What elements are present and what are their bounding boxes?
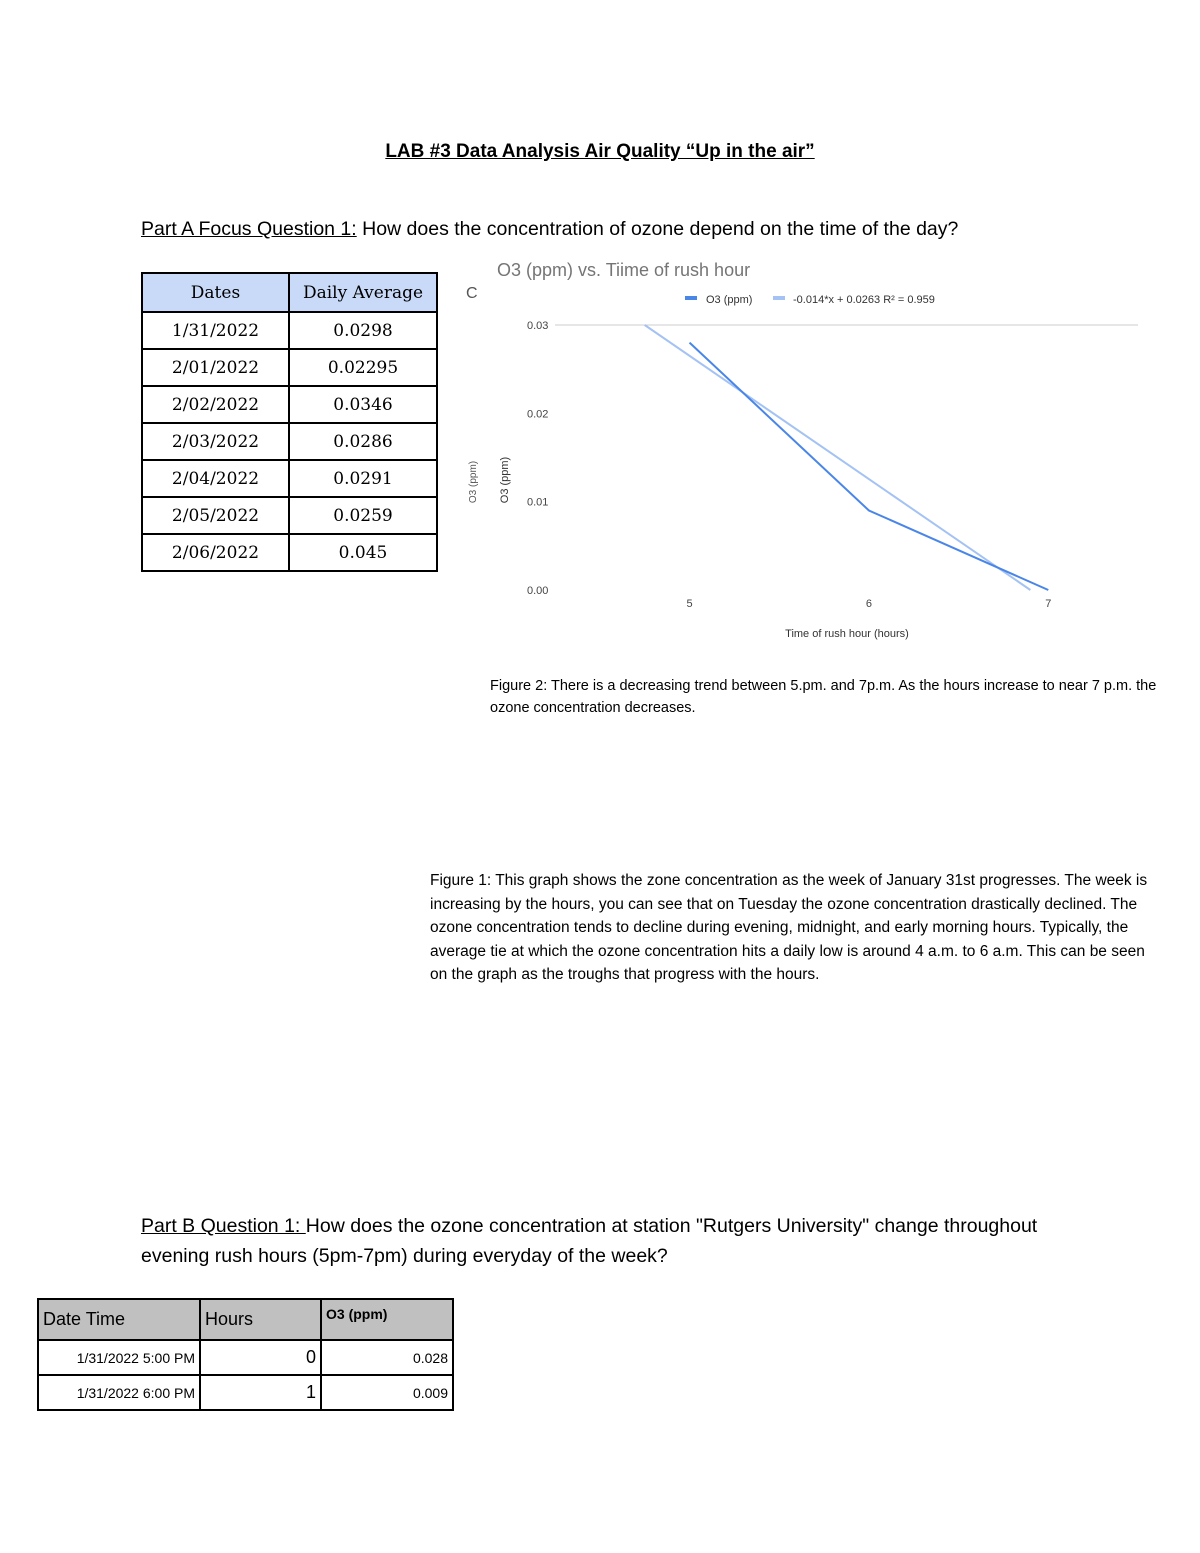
legend-label-trendline: -0.014*x + 0.0263 R² = 0.959	[793, 294, 935, 306]
x-axis-label: Time of rush hour (hours)	[785, 628, 909, 640]
part-b-question-text: How does the ozone concentration at station "Rutgers University" change throughout evening rush hours (5pm-7pm) during everyday of the week?	[141, 1215, 1038, 1267]
clipped-axis-label: O3 (ppm)	[468, 460, 479, 504]
table-row	[142, 386, 437, 423]
date-cell: 2/02/2022	[142, 386, 289, 423]
table-row	[142, 460, 437, 497]
date-cell: 2/01/2022	[142, 349, 289, 386]
date-cell: 2/06/2022	[142, 534, 289, 571]
part-b-label: Part B Question 1:	[141, 1215, 306, 1237]
part-a-question	[141, 214, 1141, 244]
date-cell: 2/03/2022	[142, 423, 289, 460]
o3-cell: 0.009	[321, 1375, 453, 1410]
y-axis-label: O3 (ppm)	[499, 456, 511, 504]
part-a-label: Part A Focus Question 1:	[141, 218, 357, 240]
table-header-row	[142, 273, 437, 312]
value-cell: 0.0259	[289, 497, 437, 534]
date-cell: 2/05/2022	[142, 497, 289, 534]
chart-legend	[685, 294, 935, 306]
date-time-cell: 1/31/2022 5:00 PM	[38, 1340, 200, 1375]
header-hours: Hours	[200, 1299, 321, 1340]
value-cell: 0.045	[289, 534, 437, 571]
figure-2-caption: Figure 2: There is a decreasing trend between 5.pm. and 7p.m. As the hours increase to near 7 p.m. the ozone concentration decreases.	[490, 678, 1157, 716]
header-date-time: Date Time	[38, 1299, 200, 1340]
legend-swatch-trendline	[773, 296, 785, 300]
hours-cell: 0	[200, 1340, 321, 1375]
x-tick-label: 7	[1045, 598, 1052, 610]
x-tick-label: 6	[865, 598, 872, 610]
date-cell: 1/31/2022	[142, 312, 289, 349]
legend-swatch-o3	[685, 296, 697, 300]
part-b-question	[141, 1211, 1071, 1271]
y-axis-ticks	[527, 320, 548, 597]
y-tick-label: 0.00	[527, 585, 549, 597]
clipped-chart-label: C	[466, 285, 478, 302]
hours-cell: 1	[200, 1375, 321, 1410]
table-row	[38, 1375, 453, 1410]
table-row	[38, 1340, 453, 1375]
o3-cell: 0.028	[321, 1340, 453, 1375]
header-daily-average: Daily Average	[289, 273, 437, 312]
document-title: LAB #3 Data Analysis Air Quality “Up in the air”	[385, 141, 815, 162]
value-cell: 0.0298	[289, 312, 437, 349]
value-cell: 0.0286	[289, 423, 437, 460]
table-row	[142, 349, 437, 386]
series-line-o3	[690, 343, 1049, 590]
chart-title: O3 (ppm) vs. Tiime of rush hour	[497, 260, 751, 280]
table-header-row	[38, 1299, 453, 1340]
trendline	[645, 325, 1031, 590]
header-o3: O3 (ppm)	[321, 1299, 453, 1340]
table-row	[142, 423, 437, 460]
x-axis-ticks	[686, 598, 1051, 610]
part-a-question-text: How does the concentration of ozone depend on the time of the day?	[356, 218, 959, 240]
daily-average-table	[141, 272, 438, 572]
y-tick-label: 0.01	[527, 496, 549, 509]
chart-series	[645, 325, 1049, 590]
legend-label-o3: O3 (ppm)	[706, 294, 753, 306]
x-tick-label: 5	[686, 598, 693, 610]
date-cell: 2/04/2022	[142, 460, 289, 497]
y-tick-label: 0.02	[527, 408, 549, 421]
value-cell: 0.0346	[289, 386, 437, 423]
date-time-cell: 1/31/2022 6:00 PM	[38, 1375, 200, 1410]
rush-hour-table	[37, 1298, 454, 1411]
header-dates: Dates	[142, 273, 289, 312]
table-row	[142, 497, 437, 534]
y-tick-label: 0.03	[527, 320, 549, 332]
value-cell: 0.02295	[289, 349, 437, 386]
value-cell: 0.0291	[289, 460, 437, 497]
figure-1-caption: Figure 1: This graph shows the zone concentration as the week of January 31st progresses. The week is increasing by the hours, you can see that on Tuesday the ozone concentration drastically declined. The ozone concentration tends to decline during evening, midnight, and early morning hours. Typically, the average tie at which the ozone concentration hits a daily low is around 4 a.m. to 6 a.m. This can be seen on the graph as the troughs that progress with the hours.	[430, 872, 1148, 983]
table-row	[142, 312, 437, 349]
table-row	[142, 534, 437, 571]
ozone-rush-hour-chart	[460, 255, 1160, 655]
